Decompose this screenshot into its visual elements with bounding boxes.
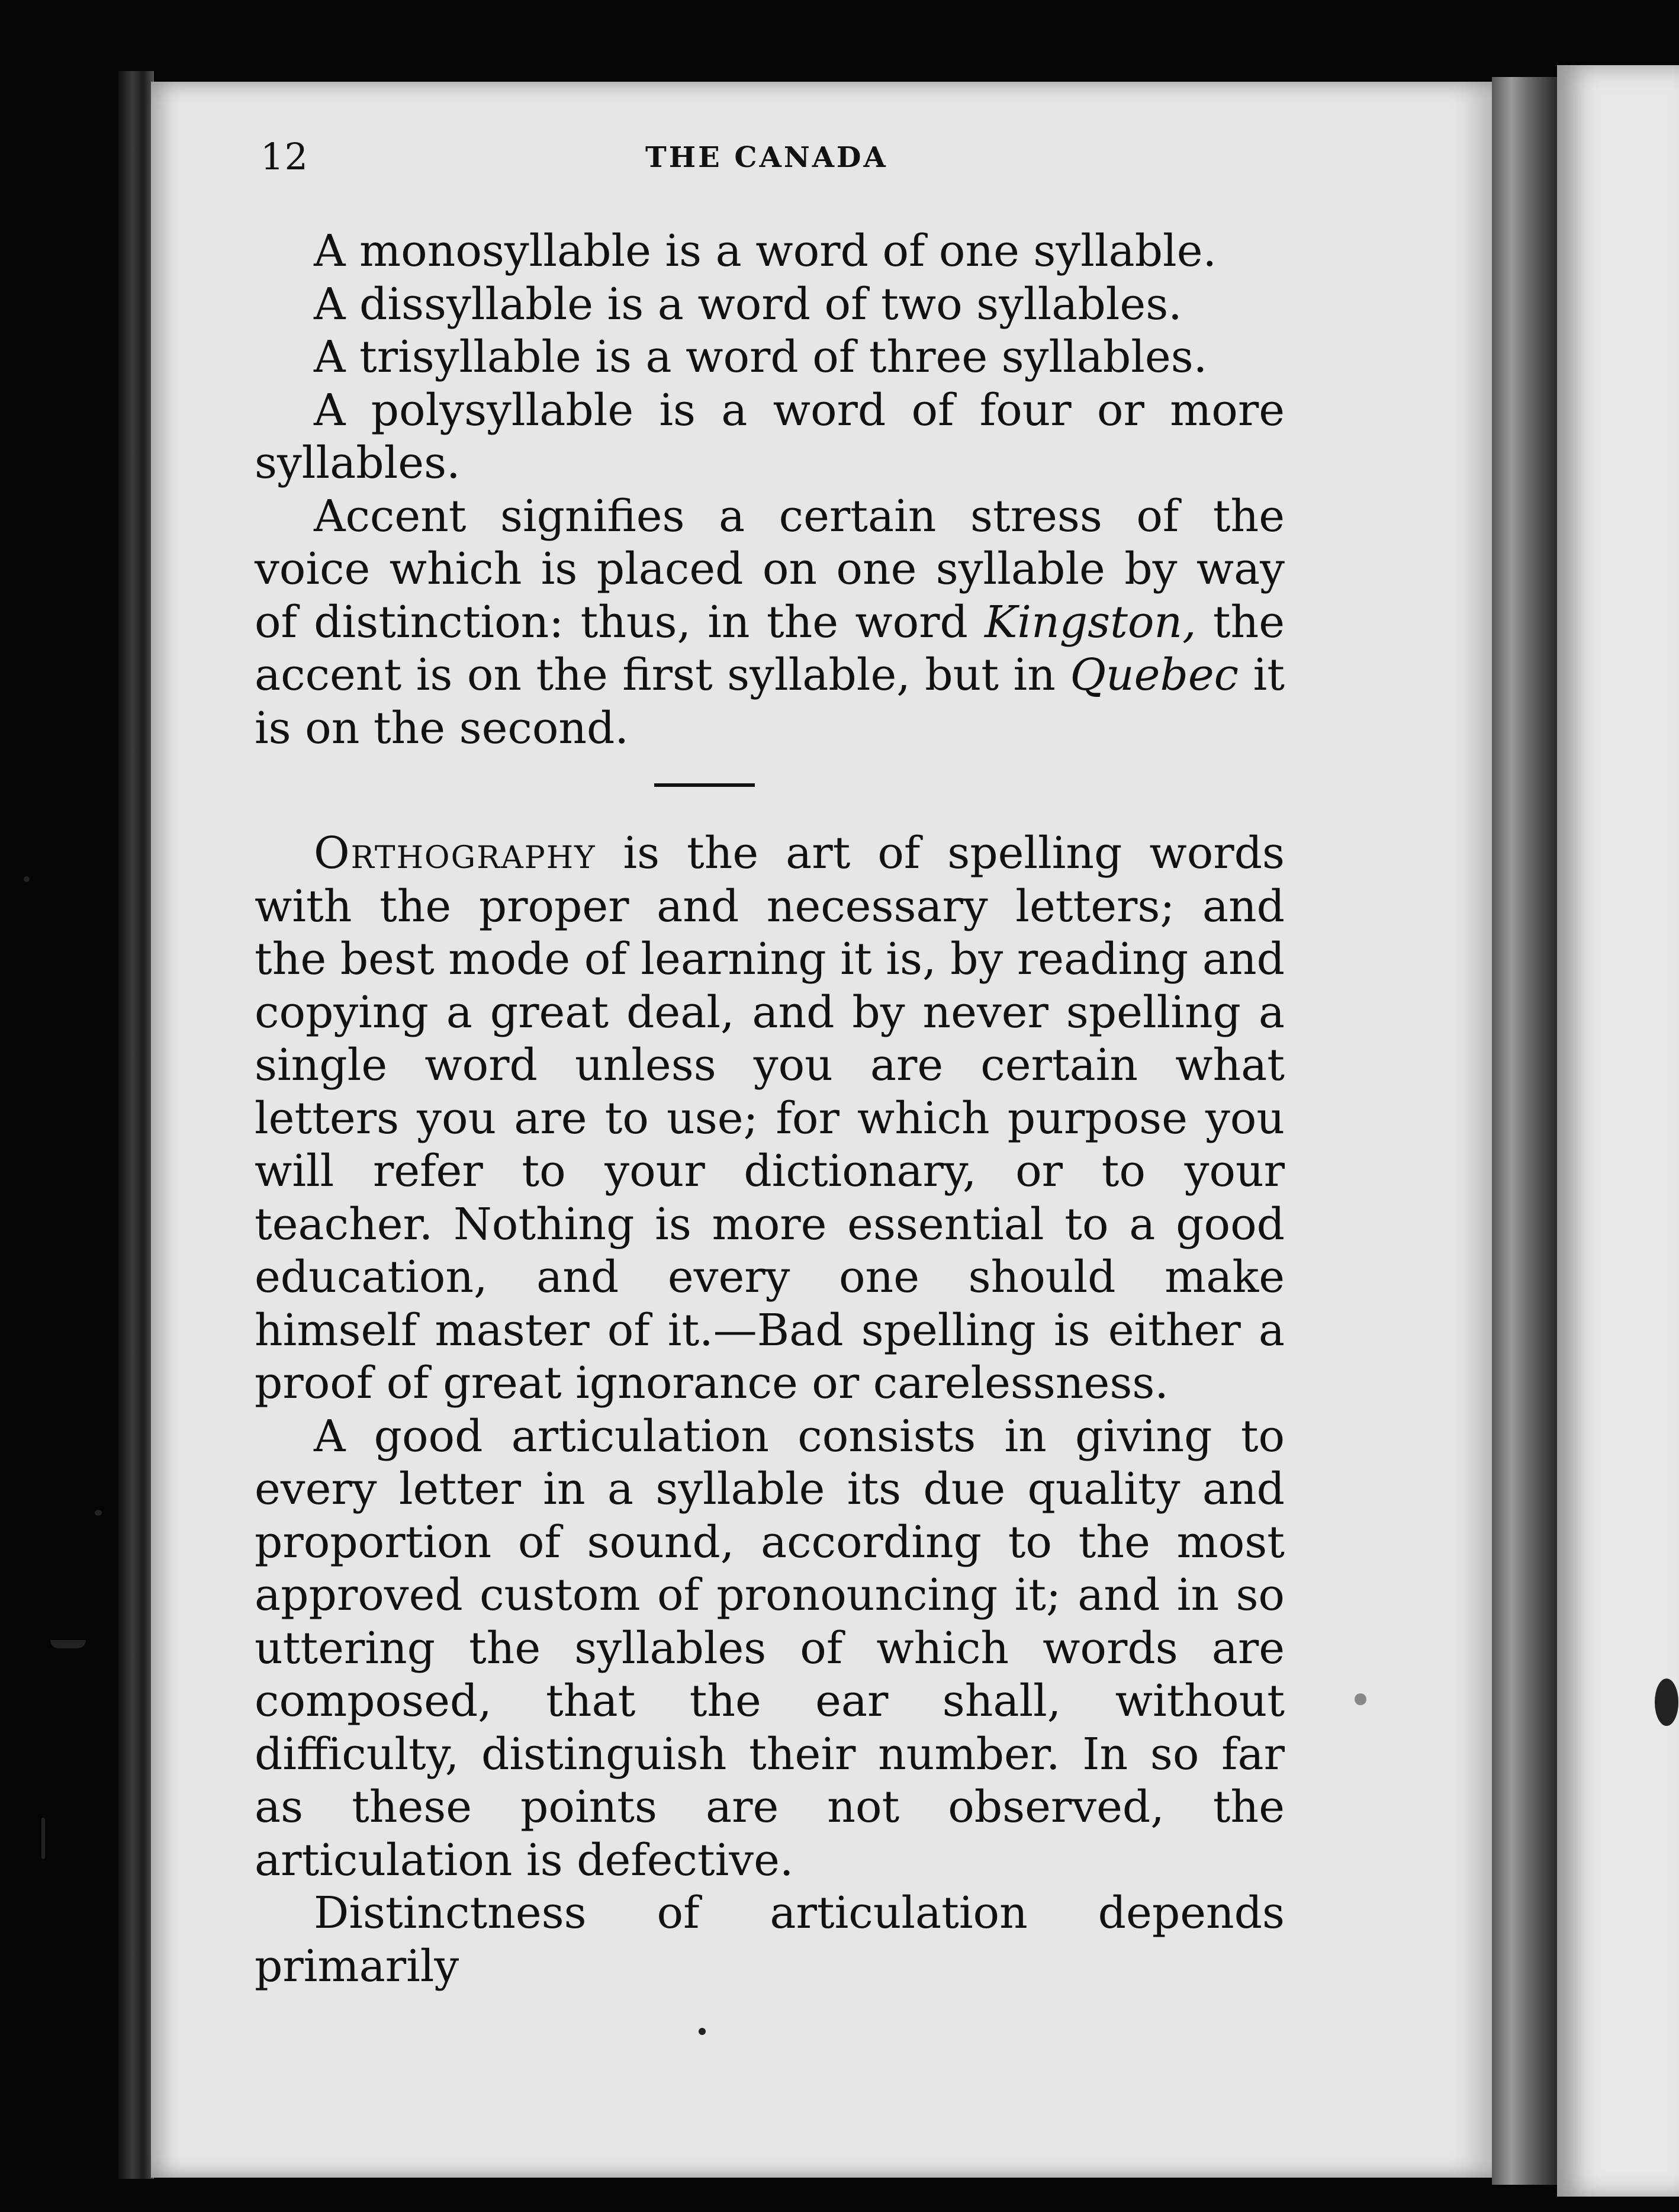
scan-speck	[95, 1510, 102, 1516]
scan-speck	[50, 1640, 86, 1648]
scan-speck	[699, 2028, 706, 2035]
page-body	[255, 225, 1285, 1993]
orthography-lead: Orthography	[314, 828, 596, 879]
page-edge	[1492, 77, 1557, 2185]
paragraph-distinctness: Distinctness of articulation depends primarily	[255, 1888, 1285, 1992]
page-number: 12	[260, 135, 308, 178]
paragraph-polysyllable: A polysyllable is a word of four or more syllables.	[255, 384, 1285, 488]
paragraph-trisyllable: A trisyllable is a word of three syllables.	[314, 332, 1208, 382]
facing-page	[1557, 65, 1679, 2197]
orthography-text: is the art of spelling words with the proper and necessary letters; and the best mode of learning it is, by reading and copying a great deal, and by never spelling a single word unless you are certain what letters you are to use; for which purpose you will refer to your dictionary, or to your teacher. Nothing is more essential to a good education, and every one should make himself master of it.—Bad spelling is either a proof of great ignorance or carelessness.	[255, 828, 1285, 1409]
scan-speck	[1655, 1679, 1678, 1726]
scan-speck	[24, 876, 30, 882]
paragraph-orthography	[255, 827, 1285, 1410]
book-spine-left	[118, 71, 154, 2179]
paragraph-articulation: A good articulation consists in giving to every letter in a syllable its due quality and proportion of sound, according to the most approved custom of pronouncing it; and in so uttering the syllables of which words are composed, that the ear shall, without difficulty, distinguish their number. In so far as these points are not observed, the articulation is defective.	[255, 1410, 1285, 1886]
paragraph-monosyllable: A monosyllable is a word of one syllable.	[314, 226, 1217, 276]
scan-speck	[1355, 1693, 1366, 1705]
section-divider	[654, 783, 755, 787]
accent-text-1: Accent signifies a certain stress of the voice which is placed on one syllable by way of distinction: thus, in the word	[255, 490, 1285, 648]
accent-text-3: it is on the second.	[255, 650, 1285, 754]
running-title: THE CANADA	[645, 141, 888, 174]
paragraph-accent	[255, 490, 1285, 755]
example-word-quebec: Quebec	[1070, 650, 1239, 700]
example-word-kingston: Kingston,	[985, 596, 1196, 648]
scan-speck	[41, 1818, 45, 1859]
accent-text-2: the accent is on the first syllable, but in	[255, 596, 1285, 700]
paragraph-dissyllable: A dissyllable is a word of two syllables.	[314, 278, 1182, 330]
